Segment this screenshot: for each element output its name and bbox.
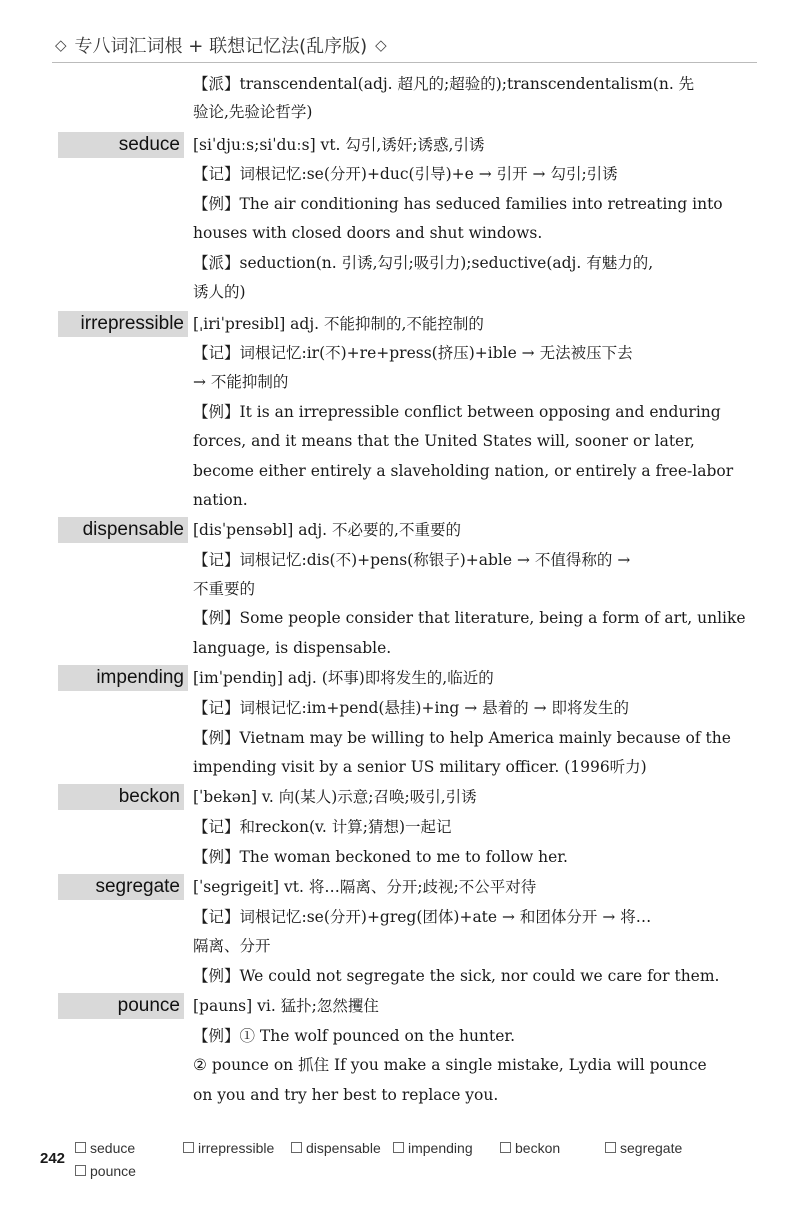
definition: [disˈpensəbl] adj. 不必要的,不重要的 xyxy=(193,521,461,539)
memory-note: 【记】词根记忆:se(分开)+greg(团体)+ate → 和团体分开 → 将… xyxy=(193,908,652,926)
checkbox-icon[interactable] xyxy=(605,1142,616,1153)
headword-pounce: pounce xyxy=(58,993,184,1019)
headword-impending: impending xyxy=(58,665,188,691)
headword-seduce: seduce xyxy=(58,132,184,158)
pre-line-1: 【派】transcendental(adj. 超凡的;超验的);transcendentalism(n. 先 xyxy=(193,75,695,93)
memory-note: 【记】词根记忆:se(分开)+duc(引导)+e → 引开 → 勾引;引诱 xyxy=(193,165,618,183)
memory-note: 【记】词根记忆:dis(不)+pens(称银子)+able → 不值得称的 → xyxy=(193,551,631,569)
definition: [ˈbekən] v. 向(某人)示意;召唤;吸引,引诱 xyxy=(193,788,477,806)
checkbox-icon[interactable] xyxy=(291,1142,302,1153)
headword-beckon: beckon xyxy=(58,784,184,810)
page-header xyxy=(55,32,387,58)
definition: [ˌiriˈpresibl] adj. 不能抑制的,不能控制的 xyxy=(193,315,484,333)
example-line: 【例】Vietnam may be willing to help America mainly because of the xyxy=(193,729,731,747)
memory-note: 【记】词根记忆:ir(不)+re+press(挤压)+ible → 无法被压下去 xyxy=(193,344,633,362)
headword-dispensable: dispensable xyxy=(58,517,188,543)
memory-note: 不重要的 xyxy=(193,580,256,598)
diamond-icon: ◇ xyxy=(55,36,67,54)
page-number: 242 xyxy=(40,1150,66,1167)
header-title: 专八词汇词根 + 联想记忆法(乱序版) xyxy=(74,36,368,57)
example-line: houses with closed doors and shut windows. xyxy=(193,224,543,242)
checkbox-icon[interactable] xyxy=(75,1165,86,1176)
checklist-item[interactable]: impending xyxy=(393,1140,473,1156)
pre-line-2: 验论,先验论哲学) xyxy=(193,103,313,121)
memory-note: → 不能抑制的 xyxy=(193,373,289,391)
checklist-item[interactable]: dispensable xyxy=(291,1140,381,1156)
example-line: become either entirely a slaveholding nation, or entirely a free-labor xyxy=(193,462,734,480)
example-line: forces, and it means that the United States will, sooner or later, xyxy=(193,432,695,450)
definition: [ˈsegrigeit] vt. 将…隔离、分开;歧视;不公平对待 xyxy=(193,878,537,896)
example-line: 【例】It is an irrepressible conflict between opposing and enduring xyxy=(193,403,721,421)
example-line: 【例】① The wolf pounced on the hunter. xyxy=(193,1027,516,1045)
diamond-icon: ◇ xyxy=(375,36,387,54)
checklist-item[interactable]: seduce xyxy=(75,1140,135,1156)
example-line: 【例】The air conditioning has seduced families into retreating into xyxy=(193,195,723,213)
checklist-item[interactable]: irrepressible xyxy=(183,1140,274,1156)
example-line: ② pounce on 抓住 If you make a single mistake, Lydia will pounce xyxy=(193,1056,707,1074)
checkbox-icon[interactable] xyxy=(75,1142,86,1153)
memory-note: 【记】和reckon(v. 计算;猜想)一起记 xyxy=(193,818,452,836)
header-divider xyxy=(52,62,757,63)
derivative-line: 【派】seduction(n. 引诱,勾引;吸引力);seductive(adj. 有魅力的, xyxy=(193,254,654,272)
definition: [imˈpendiŋ] adj. (坏事)即将发生的,临近的 xyxy=(193,669,494,687)
example-line: 【例】Some people consider that literature, being a form of art, unlike xyxy=(193,609,746,627)
headword-irrepressible: irrepressible xyxy=(58,311,188,337)
example-line: nation. xyxy=(193,491,248,509)
example-line: 【例】The woman beckoned to me to follow her. xyxy=(193,848,568,866)
example-line: language, is dispensable. xyxy=(193,639,392,657)
checkbox-icon[interactable] xyxy=(393,1142,404,1153)
checklist-item[interactable]: segregate xyxy=(605,1140,682,1156)
checkbox-icon[interactable] xyxy=(183,1142,194,1153)
example-line: impending visit by a senior US military officer. (1996听力) xyxy=(193,758,647,776)
definition: [pauns] vi. 猛扑;忽然攫住 xyxy=(193,997,379,1015)
memory-note: 【记】词根记忆:im+pend(悬挂)+ing → 悬着的 → 即将发生的 xyxy=(193,699,629,717)
definition: [siˈdjuːs;siˈduːs] vt. 勾引,诱奸;诱惑,引诱 xyxy=(193,136,485,154)
checkbox-icon[interactable] xyxy=(500,1142,511,1153)
derivative-line: 诱人的) xyxy=(193,283,246,301)
example-line: on you and try her best to replace you. xyxy=(193,1086,499,1104)
checklist-item[interactable]: pounce xyxy=(75,1163,136,1179)
memory-note: 隔离、分开 xyxy=(193,937,271,955)
headword-segregate: segregate xyxy=(58,874,184,900)
checklist-item[interactable]: beckon xyxy=(500,1140,560,1156)
example-line: 【例】We could not segregate the sick, nor could we care for them. xyxy=(193,967,720,985)
